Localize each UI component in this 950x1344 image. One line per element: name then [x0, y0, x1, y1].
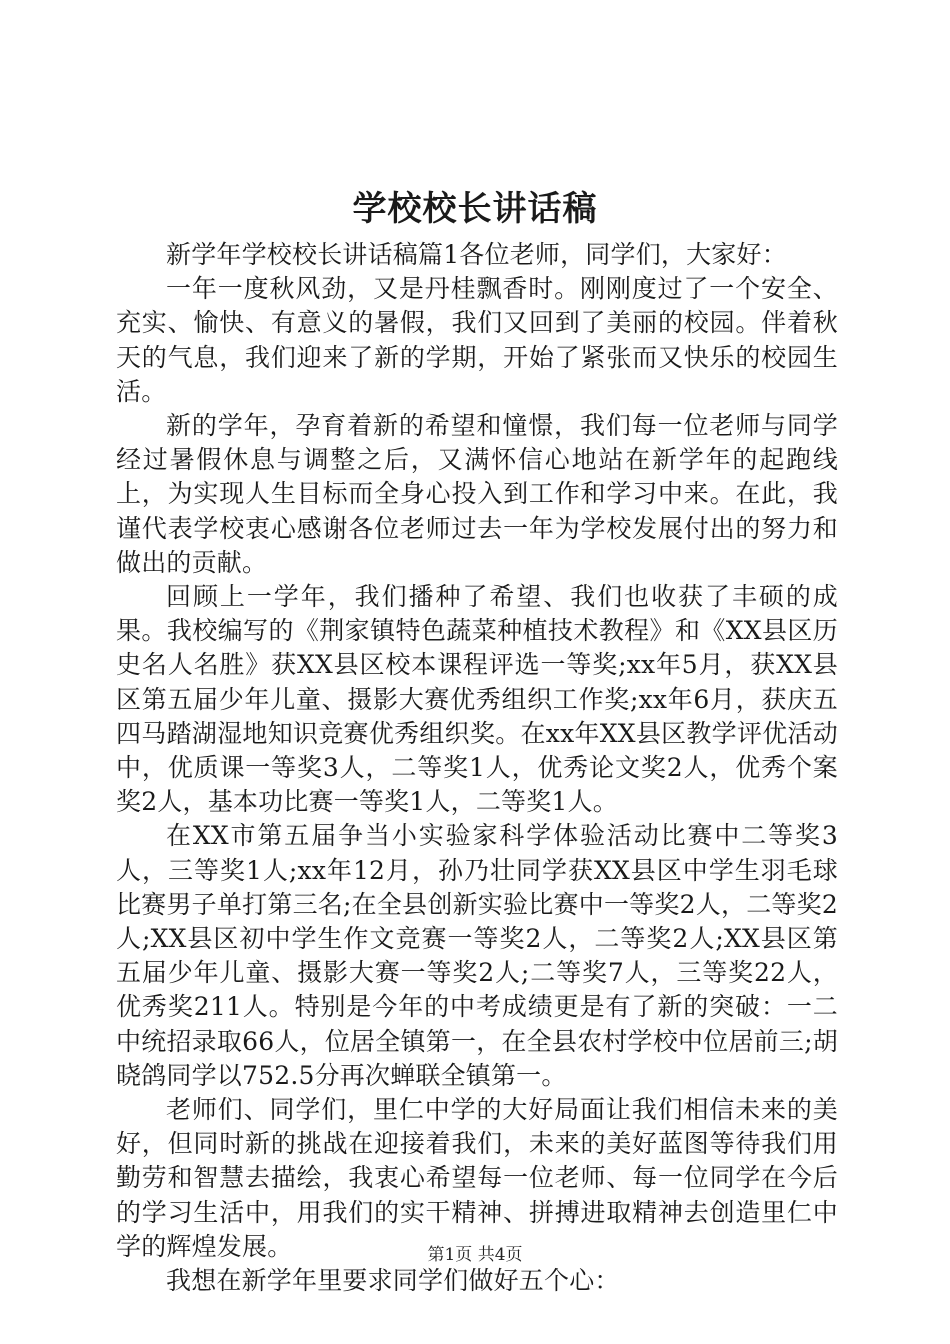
document-title: 学校校长讲话稿	[352, 189, 598, 229]
paragraph-achievements-review: 回顾上一学年，我们播种了希望、我们也收获了丰硕的成果。我校编写的《荆家镇特色蔬菜种植技术教程》和《XX县区历史名人名胜》获XX县区校本课程评选一等奖;xx年5月，获XX县区第五届少年儿童、摄影大赛优秀组织工作奖;xx年6月，获庆五四马踏湖湿地知识竞赛优秀组织奖。在xx年XX县区教学评优活动中，优质课一等奖3人，二等奖1人，优秀论文奖2人，优秀个案奖2人，基本功比赛一等奖1人，二等奖1人。	[116, 582, 838, 817]
paragraph-autumn-opening: 一年一度秋风劲，又是丹桂飘香时。刚刚度过了一个安全、充实、愉快、有意义的暑假，我们又回到了美丽的校园。伴着秋天的气息，我们迎来了新的学期，开始了紧张而又快乐的校园生活。	[116, 274, 838, 406]
paragraph-new-school-year: 新的学年，孕育着新的希望和憧憬，我们每一位老师与同学经过暑假休息与调整之后，又满怀信心地站在新学年的起跑线上，为实现人生目标而全身心投入到工作和学习中来。在此，我谨代表学校衷心感谢各位老师过去一年为学校发展付出的努力和做出的贡献。	[116, 411, 838, 577]
page-number: 第1页 共4页	[427, 1245, 523, 1265]
paragraph-five-hearts: 我想在新学年里要求同学们做好五个心：	[166, 1266, 620, 1296]
paragraph-greeting: 新学年学校校长讲话稿篇1各位老师，同学们，大家好：	[166, 240, 787, 269]
document-body	[116, 238, 838, 1298]
paragraph-competition-results: 在XX市第五届争当小实验家科学体验活动比赛中二等奖3人，三等奖1人;xx年12月，孙乃壮同学获XX县区中学生羽毛球比赛男子单打第三名;在全县创新实验比赛中一等奖2人，二等奖2人;XX县区初中学生作文竞赛一等奖2人，二等奖2人;XX县区第五届少年儿童、摄影大赛一等奖2人;二等奖7人，三等奖22人，优秀奖211人。特别是今年的中考成绩更是有了新的突破：一二中统招录取66人，位居全镇第一，在全县农村学校中位居前三;胡晓鸽同学以752.5分再次蝉联全镇第一。	[116, 821, 838, 1090]
paragraph-future-hopes: 老师们、同学们，里仁中学的大好局面让我们相信未来的美好，但同时新的挑战在迎接着我们，未来的美好蓝图等待我们用勤劳和智慧去描绘，我衷心希望每一位老师、每一位同学在今后的学习生活中，用我们的实干精神、拼搏进取精神去创造里仁中学的辉煌发展。	[116, 1095, 838, 1261]
